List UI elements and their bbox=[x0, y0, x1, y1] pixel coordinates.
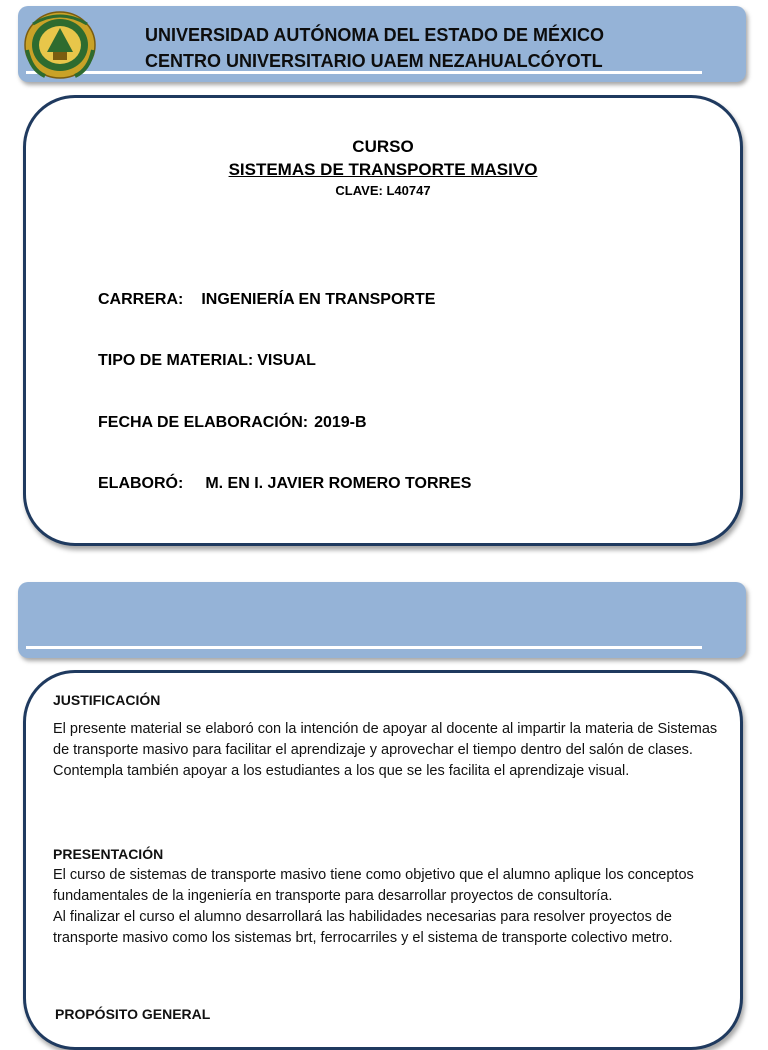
field-label: CARRERA: bbox=[98, 291, 184, 308]
section-justificacion bbox=[53, 690, 725, 782]
field-label: TIPO DE MATERIAL: bbox=[98, 352, 254, 369]
campus-name: CENTRO UNIVERSITARIO UAEM NEZAHUALCÓYOTL bbox=[145, 51, 603, 71]
section-title: PROPÓSITO GENERAL bbox=[55, 1006, 211, 1022]
course-name: SISTEMAS DE TRANSPORTE MASIVO bbox=[228, 160, 538, 179]
header-banner bbox=[18, 6, 746, 82]
section-text: Al finalizar el curso el alumno desarrollará las habilidades necesarias para resolver proyectos de transporte masivo como los sistemas brt, ferrocarriles y el sistema de transporte colectivo metro. bbox=[53, 909, 673, 946]
field-value: 2019-B bbox=[314, 414, 367, 431]
field-value: INGENIERÍA EN TRANSPORTE bbox=[201, 291, 436, 308]
field-label: FECHA DE ELABORACIÓN: bbox=[98, 414, 309, 431]
section-text: El presente material se elaboró con la intención de apoyar al docente al impartir la materia de Sistemas de transporte masivo para facilitar el aprendizaje y aprovechar el tiempo dentro del salón de clases. Contempla también apoyar a los estudiantes a los que se les facilita el aprendizaje visual. bbox=[53, 721, 718, 779]
field-carrera bbox=[98, 291, 435, 309]
section-proposito bbox=[55, 1004, 727, 1025]
field-fecha-elaboracion bbox=[98, 414, 367, 432]
field-elaboro bbox=[98, 475, 471, 493]
section-title: PRESENTACIÓN bbox=[53, 846, 164, 862]
field-value: M. EN I. JAVIER ROMERO TORRES bbox=[205, 475, 472, 492]
banner-stripe bbox=[26, 646, 702, 649]
university-title bbox=[145, 22, 645, 74]
section-title: JUSTIFICACIÓN bbox=[53, 692, 161, 708]
course-header bbox=[26, 136, 740, 200]
field-label: ELABORÓ: bbox=[98, 475, 184, 492]
course-key: CLAVE: L40747 bbox=[335, 183, 431, 198]
field-tipo-material bbox=[98, 352, 316, 370]
course-label: CURSO bbox=[352, 137, 414, 156]
section-banner bbox=[18, 582, 746, 658]
field-value: VISUAL bbox=[257, 352, 316, 369]
university-seal-icon bbox=[23, 10, 97, 80]
section-text: El curso de sistemas de transporte masivo tiene como objetivo que el alumno aplique los conceptos fundamentales de la ingeniería en transporte para desarrollar proyectos de consultoría. bbox=[53, 867, 694, 904]
university-name: UNIVERSIDAD AUTÓNOMA DEL ESTADO DE MÉXICO bbox=[145, 25, 605, 45]
course-info-card bbox=[23, 95, 743, 546]
section-presentacion bbox=[53, 844, 725, 949]
